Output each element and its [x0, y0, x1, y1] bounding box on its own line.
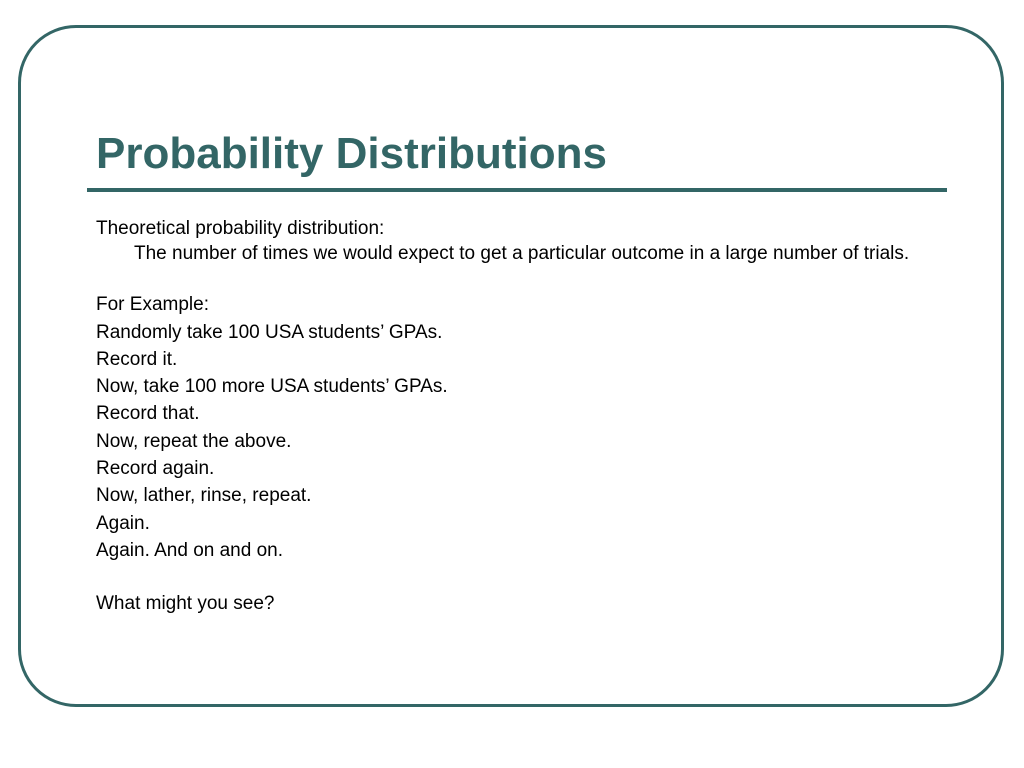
body-line: Now, lather, rinse, repeat. [96, 485, 312, 507]
title-divider [87, 188, 947, 192]
slide-body [96, 215, 916, 618]
body-line-example-heading: For Example: [96, 294, 209, 316]
spacer [96, 265, 916, 291]
body-line: Record that. [96, 403, 200, 425]
body-line: Again. And on and on. [96, 539, 283, 561]
body-line: Record it. [96, 348, 178, 370]
body-line: Again. [96, 512, 150, 534]
body-line: Randomly take 100 USA students’ GPAs. [96, 321, 443, 343]
slide-title: Probability Distributions [96, 129, 607, 178]
body-line-definition: The number of times we would expect to get a particular outcome in a large number of trials. [134, 243, 910, 265]
body-line: Record again. [96, 458, 215, 480]
body-line-question: What might you see? [96, 593, 275, 615]
body-line-definition-heading: Theoretical probability distribution: [96, 218, 385, 239]
body-line: Now, repeat the above. [96, 430, 292, 452]
spacer [96, 564, 916, 590]
body-line: Now, take 100 more USA students’ GPAs. [96, 376, 448, 398]
